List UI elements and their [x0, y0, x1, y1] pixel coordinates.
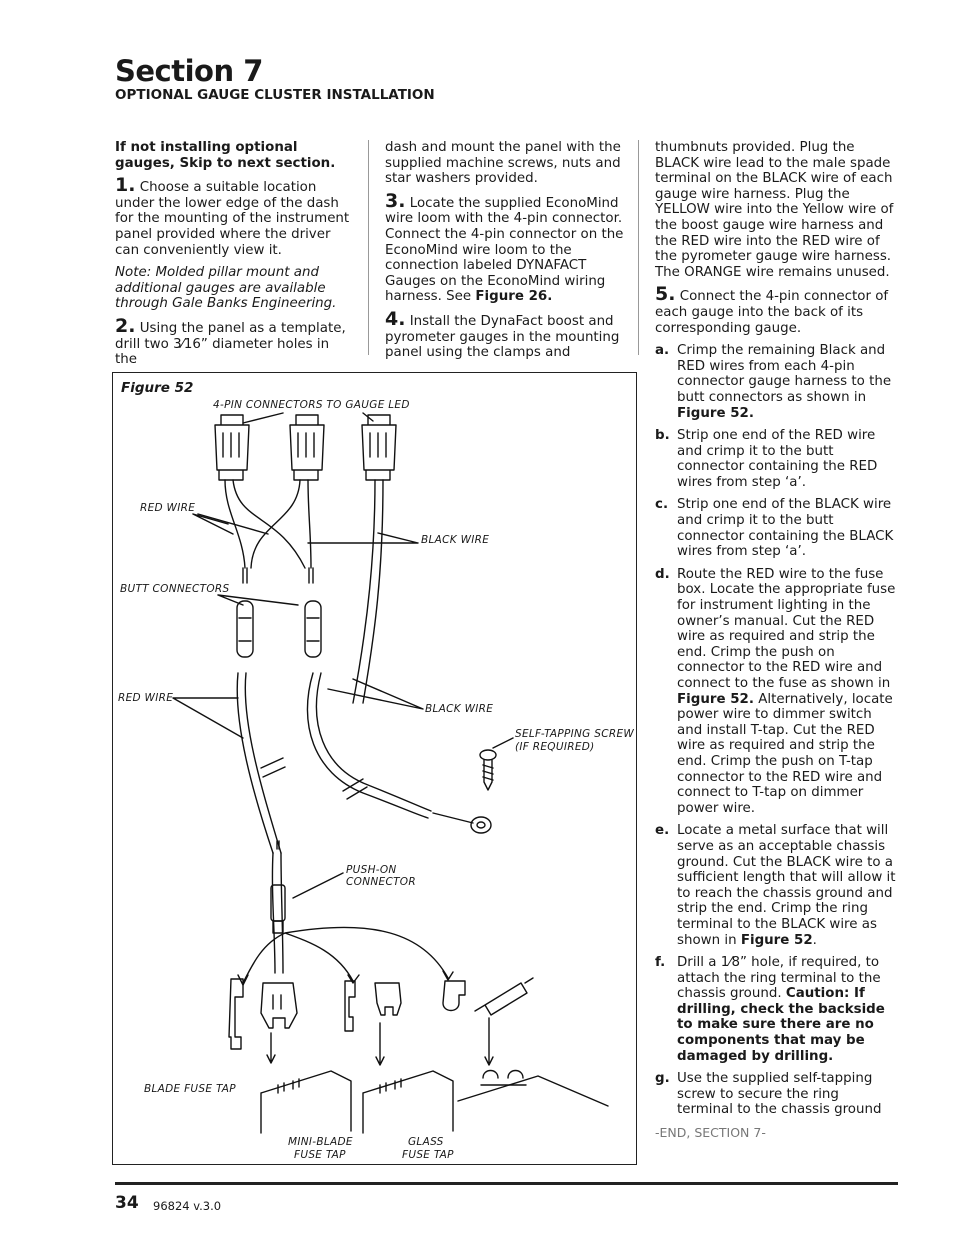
figure-ref: Figure 26.: [475, 289, 553, 305]
figure-ref: Figure 52.: [677, 405, 754, 421]
figure-ref: Figure 52: [740, 932, 813, 948]
leader-line: [308, 533, 418, 543]
list-text: Alternatively, locate power wire to dimmer switch and install T-tap. Cut the RED wire as required and strip the end. Crimp the push on T-tap connector to the RED wire and connect to T-tap on dimmer power wire.: [677, 691, 893, 816]
label-red-wire: RED WIRE: [118, 692, 174, 704]
figure-52: [112, 372, 637, 1165]
figure-ref: Figure 52.: [677, 691, 754, 707]
step-number: 1.: [115, 174, 136, 197]
fuse-holder-base: [458, 1076, 608, 1106]
ring-terminal: [433, 813, 491, 833]
list-item: [655, 497, 898, 559]
leader-line: [173, 698, 243, 738]
step-4: [385, 307, 625, 361]
mini-blade-fuse-tap-icon: [345, 981, 401, 1031]
step-number: 5.: [655, 283, 676, 306]
leader-line: [293, 873, 343, 898]
figure-title: Figure 52: [121, 380, 194, 396]
connector-2: [290, 415, 324, 480]
label-connectors: 4-PIN CONNECTORS TO GAUGE LED: [213, 399, 410, 411]
step-text: Locate the supplied EconoMind wire loom with the 4-pin connector. Connect the 4-pin connector on the EconoMind wire loom to the connection labeled DYNAFACT Gauges on the EconoMind wiring harness. See: [385, 195, 624, 305]
list-text: Route the RED wire to the fuse box. Locate the appropriate fuse for instrument lighting in the owner’s manual. Cut the RED wire as required and strip the end. Crimp the push on connector to the RED wire and connect to the fuse as shown in: [677, 566, 896, 691]
step-continuation: thumbnuts provided. Plug the BLACK wire lead to the male spade terminal on the BLACK wire of each gauge wire harness. Plug the YELLOW wire into the Yellow wire of the boost gauge wire harness and the RED wire into the RED wire of the pyrometer gauge wire harness. The ORANGE wire remains unused.: [655, 140, 894, 280]
label-black-wire: BLACK WIRE: [421, 534, 490, 546]
list-letter: b.: [655, 428, 670, 444]
column-2: [385, 140, 625, 368]
label-glass-fuse-tap: FUSE TAP: [402, 1149, 454, 1161]
wire-pair-2: [251, 480, 311, 568]
step-number: 2.: [115, 314, 136, 337]
label-mini-blade: MINI-BLADE: [288, 1136, 353, 1148]
list-item: [655, 343, 898, 421]
label-black-wire: BLACK WIRE: [425, 703, 494, 715]
butt-connector-red: [237, 601, 253, 657]
list-text: Crimp the remaining Black and RED wires from each 4-pin connector gauge harness to the butt connectors as shown in: [677, 343, 892, 405]
connector-1: [215, 415, 249, 480]
list-letter: c.: [655, 497, 669, 513]
self-tapping-screw-icon: [480, 750, 496, 790]
list-item: [655, 1071, 898, 1118]
fuse-box: [363, 1071, 453, 1133]
step-3: [385, 189, 625, 305]
caution-text: Caution: If drilling, check the backside to make sure there are no components that may be damaged by drilling.: [677, 986, 885, 1064]
step-text: Choose a suitable location under the lower edge of the dash for the mounting of the instrument panel provided where the driver can conveniently view it.: [115, 180, 350, 258]
red-wire-lower: [237, 673, 281, 853]
fuse-box: [261, 1071, 351, 1133]
end-note: -END, SECTION 7-: [655, 1125, 766, 1141]
list-text: Strip one end of the BLACK wire and crimp it to the butt connector containing the BLACK wires from step ‘a’.: [677, 497, 894, 560]
wiring-diagram: [113, 373, 636, 1164]
section-title: Section 7: [115, 54, 263, 88]
label-connector: CONNECTOR: [346, 876, 416, 888]
column-divider: [638, 140, 639, 355]
list-letter: g.: [655, 1071, 670, 1087]
arrow-down: [485, 1018, 493, 1065]
list-text: Drill a 1⁄8” hole, if required, to attach the ring terminal to the chassis ground.: [677, 955, 881, 1002]
step-text: Connect the 4-pin connector of each gauge into the back of its corresponding gauge.: [655, 289, 889, 336]
leader-line: [328, 679, 423, 709]
step-continuation: dash and mount the panel with the supplied machine screws, nuts and star washers provided.: [385, 140, 621, 187]
list-item: [655, 823, 898, 948]
step-number: 3.: [385, 189, 406, 212]
label-glass: GLASS: [408, 1136, 444, 1148]
wire-pair-1: [225, 480, 305, 568]
list-item: [655, 567, 898, 817]
arrow-down: [376, 1023, 384, 1065]
leader-line: [218, 595, 298, 605]
step-text: Install the DynaFact boost and pyrometer gauges in the mounting panel using the clamps and: [385, 313, 620, 361]
step-1: [115, 174, 355, 258]
note-text: Note: Molded pillar mount and additional gauges are available through Gale Banks Engineering.: [115, 265, 337, 312]
page-number: 34: [115, 1193, 139, 1213]
glass-fuse-tap-icon: [443, 978, 533, 1015]
label-push-on: PUSH-ON: [346, 864, 397, 876]
document-code: 96824 v.3.0: [153, 1199, 222, 1213]
wire-pair-3: [353, 480, 383, 703]
black-wire-lower: [307, 673, 431, 818]
label-red-wire: RED WIRE: [140, 502, 196, 514]
section-subtitle: OPTIONAL GAUGE CLUSTER INSTALLATION: [115, 87, 435, 103]
intro-text: If not installing optional gauges, Skip to next section.: [115, 140, 336, 171]
connector-3: [362, 415, 396, 480]
step-number: 4.: [385, 307, 406, 330]
list-letter: f.: [655, 955, 666, 971]
list-item: [655, 428, 898, 490]
label-blade-fuse-tap: BLADE FUSE TAP: [144, 1083, 236, 1095]
stripped-ends: [243, 568, 313, 583]
label-butt-connectors: BUTT CONNECTORS: [120, 583, 230, 595]
list-letter: d.: [655, 566, 670, 582]
label-screw-note: (IF REQUIRED): [515, 741, 595, 753]
step-2: [115, 314, 355, 368]
step-text: Using the panel as a template, drill two 3⁄16” diameter holes in the: [115, 320, 346, 368]
arrow-down: [267, 1033, 275, 1063]
footer-rule: [115, 1182, 898, 1185]
wire-break: [261, 758, 285, 853]
list-letter: a.: [655, 343, 670, 359]
leader-line: [493, 738, 513, 748]
list-item: [655, 955, 898, 1064]
list-text: .: [812, 932, 817, 948]
blade-fuse-tap-icon: [229, 979, 297, 1049]
list-text: Use the supplied self-tapping screw to secure the ring terminal to the chassis ground: [677, 1071, 882, 1118]
label-screw: SELF-TAPPING SCREW: [515, 728, 635, 740]
column-1: [115, 140, 355, 375]
butt-connector-black: [305, 601, 321, 657]
label-mini-blade-fuse-tap: FUSE TAP: [294, 1149, 346, 1161]
step-5: [655, 283, 898, 336]
column-3: [655, 140, 898, 1148]
list-text: Strip one end of the RED wire and crimp it to the butt connector containing the RED wires from step ‘a’.: [677, 428, 878, 490]
list-text: Locate a metal surface that will serve as an acceptable chassis ground. Cut the BLACK wire to a sufficient length that will allow it to reach the chassis ground and strip the end. Crimp the ring terminal to the BLACK wire as shown in: [677, 823, 896, 948]
column-divider: [368, 140, 369, 355]
list-letter: e.: [655, 823, 670, 839]
